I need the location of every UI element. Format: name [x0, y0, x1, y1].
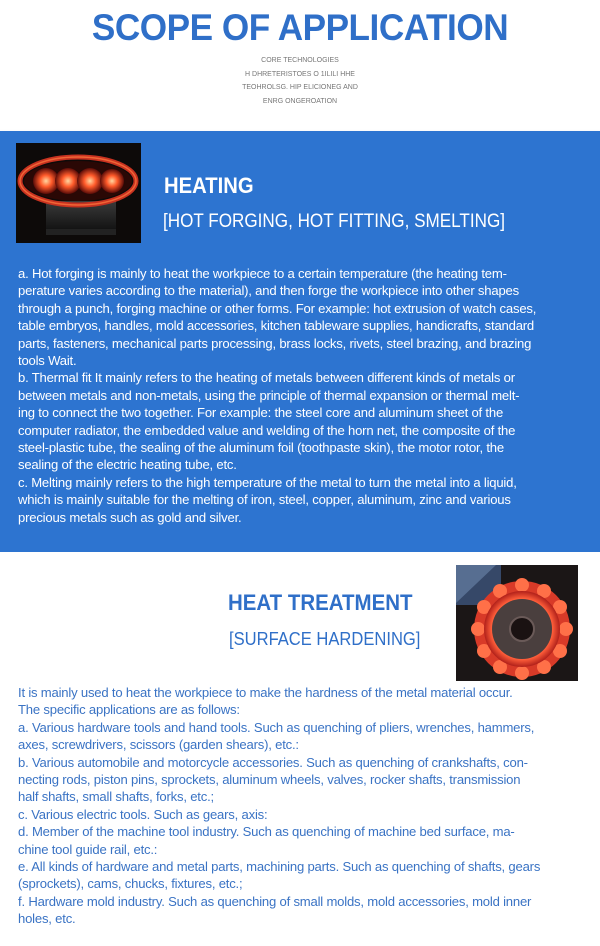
treatment-line: f. Hardware mold industry. Such as quenching of small molds, mold accessories, mold inner	[18, 893, 532, 909]
heating-line: steel-plastic tube, the sealing of the aluminum foil (toothpaste skin), the motor rotor, the	[18, 440, 504, 456]
header-subtitle-line: H DHRETERISTOES O 1ILILI HHE	[245, 70, 355, 78]
header-subtitle-line: TEOHROLSG. HIP ELICIONEG AND	[242, 84, 358, 91]
heating-line: sealing of the electric heating tube, etc.	[18, 457, 237, 473]
treatment-line: d. Member of the machine tool industry. Such as quenching of machine bed surface, ma-	[18, 824, 515, 840]
treatment-line: necting rods, piston pins, sprockets, aluminum wheels, valves, rocker shafts, transmission	[18, 772, 521, 788]
heating-line: computer radiator, the embedded value and welding of the horn net, the composite of the	[18, 422, 516, 438]
treatment-line: half shafts, small shafts, forks, etc.;	[18, 789, 214, 805]
header-subtitle-line: ENRG ONGEROATION	[262, 97, 338, 105]
treatment-line: b. Various automobile and motorcycle accessories. Such as quenching of crankshafts, con-	[18, 754, 528, 770]
heating-line: b. Thermal fit It mainly refers to the heating of metals between different kinds of metals or	[18, 370, 515, 386]
treatment-line: It is mainly used to heat the workpiece to make the hardness of the metal material occur.	[18, 685, 513, 700]
header-subtitle	[0, 54, 600, 108]
heating-description	[18, 265, 592, 526]
treatment-line: c. Various electric tools. Such as gears, axis:	[18, 806, 268, 822]
heating-title: HEATING	[164, 173, 254, 198]
heating-line: which is mainly suitable for the melting of iron, steel, copper, aluminum, zinc and various	[18, 492, 511, 508]
heating-line: between metals and non-metals, using the principle of thermal expansion or thermal melt-	[18, 387, 520, 403]
heating-subtitle: [HOT FORGING, HOT FITTING, SMELTING]	[163, 211, 506, 232]
heating-line: ing to connect the two together. For example: the steel core and aluminum sheet of the	[18, 405, 504, 421]
heat-treatment-title: HEAT TREATMENT	[228, 590, 413, 615]
heating-line: a. Hot forging is mainly to heat the workpiece to a certain temperature (the heating tem-	[18, 266, 507, 281]
treatment-line: a. Various hardware tools and hand tools. Such as quenching of pliers, wrenches, hammers,	[18, 719, 535, 735]
treatment-line: (sprockets), cams, chucks, fixtures, etc.;	[18, 876, 243, 892]
heating-section	[0, 131, 600, 552]
heating-line: through a punch, forging machine or other forms. For example: hot extrusion of watch cases,	[18, 300, 537, 316]
heating-line: parts, fasteners, mechanical parts processing, brass locks, rivets, steel brazing, and brazing	[18, 335, 532, 351]
treatment-line: holes, etc.	[18, 911, 76, 927]
heat-treatment-subtitle: [SURFACE HARDENING]	[229, 629, 421, 649]
heat-treatment-section	[0, 552, 600, 946]
heating-line: c. Melting mainly refers to the high temperature of the metal to turn the metal into a liquid,	[18, 474, 517, 490]
treatment-line: e. All kinds of hardware and metal parts, machining parts. Such as quenching of shafts, gears	[18, 859, 541, 875]
heating-line: tools Wait.	[18, 353, 77, 369]
gear-surface-hardening-photo	[456, 565, 578, 681]
treatment-line: chine tool guide rail, etc.:	[18, 841, 158, 857]
page-title: SCOPE OF APPLICATION	[91, 7, 509, 48]
treatment-line: The specific applications are as follows:	[18, 702, 240, 718]
heat-treatment-description	[18, 684, 594, 928]
heating-line: precious metals such as gold and silver.	[18, 509, 242, 525]
treatment-line: axes, screwdrivers, scissors (garden shears), etc.:	[18, 737, 299, 753]
header-subtitle-line: CORE TECHNOLOGIES	[261, 57, 339, 64]
heating-line: perature varies according to the material), and then forge the workpiece into other shapes	[18, 283, 519, 299]
heating-line: table embryos, handles, mold accessories, kitchen tableware supplies, handicrafts, standard	[18, 318, 535, 334]
page-header	[0, 0, 600, 130]
induction-coil-heating-photo	[16, 143, 141, 243]
